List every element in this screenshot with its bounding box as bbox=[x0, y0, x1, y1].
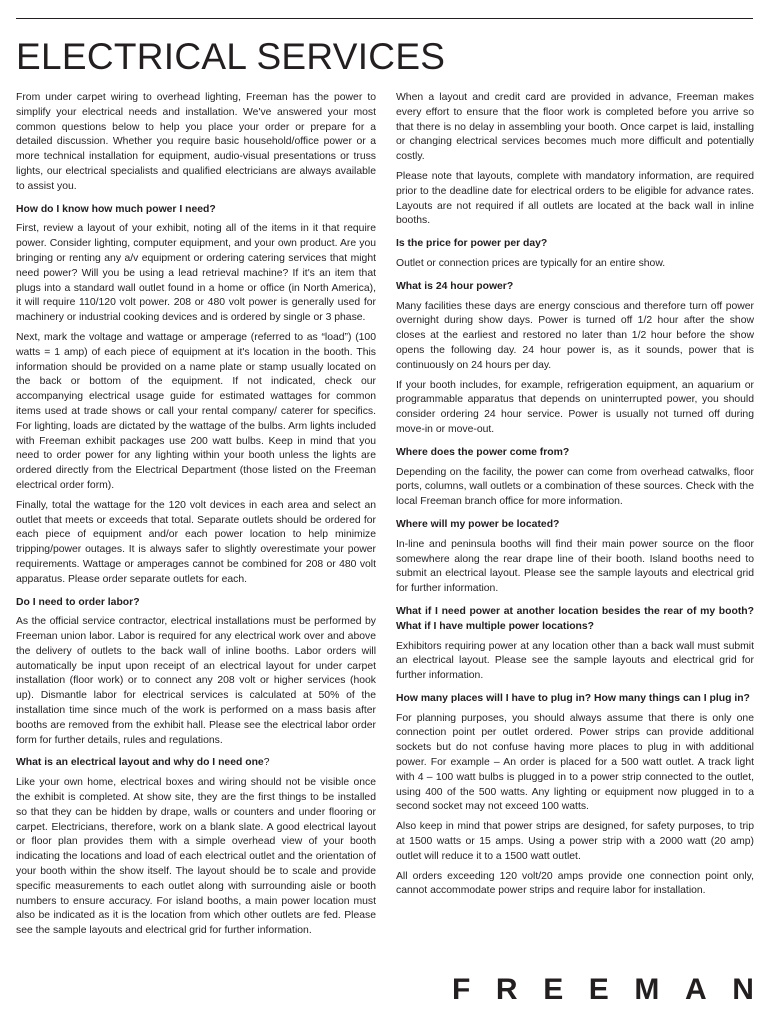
top-rule bbox=[16, 18, 753, 19]
logo-letter: E bbox=[543, 973, 564, 1006]
freeman-logo bbox=[452, 972, 754, 1008]
paragraph: Depending on the facility, the power can come from overhead catwalks, floor ports, columns, wall outlets or a combination of these sources. Check with the local Freeman branch office for more information. bbox=[396, 466, 754, 508]
logo-letter: E bbox=[588, 973, 609, 1006]
paragraph: Next, mark the voltage and wattage or amperage (referred to as “load”) (100 watts = 1 amp) of each piece of equipment at it's location in the booth. This information should be provided on a name plate or stamp usually located on the back or bottom of the equipment. If not indicated, check our accompanying electrical usage guide for estimated wattages for common items used at trade shows or call your rental company/ caterer for specifics. For lighting, loads are dictated by the wattage of the bulbs. Arm lights included with Freeman exhibit packages use 200 watt bulbs. Keep in mind that you need to order power for any lighting within your booth unless the lights are ordered directly from the Electrical Department (those listed on the Freeman electrical order form). bbox=[16, 331, 376, 491]
paragraph: If your booth includes, for example, refrigeration equipment, an aquarium or programmable apparatus that depends on uninterrupted power, you should consider ordering 24 hour service. Power is usually not turned off during move-in or move-out. bbox=[396, 379, 754, 435]
heading-how-much-power: How do I know how much power I need? bbox=[16, 203, 216, 215]
page-title: ELECTRICAL SERVICES bbox=[16, 36, 446, 77]
paragraph: In-line and peninsula booths will find their main power source on the floor somewhere along the rear drape line of their booth. Island booths need to submit an electrical layout. Please see the sample layouts and electrical grid for further information. bbox=[396, 538, 754, 595]
paragraph: Also keep in mind that power strips are designed, for safety purposes, to trip at 1500 watts or 15 amps. Using a power strip with a 2000 watt (20 amp) outlet will reduce it to a 1500 watt outlet. bbox=[396, 821, 754, 862]
heading-electrical-layout-suffix: ? bbox=[263, 757, 270, 769]
paragraph: Exhibitors requiring power at any location other than a back wall must submit an electrical layout. Please see the sample layouts and electrical grid for further information. bbox=[396, 640, 754, 682]
paragraph: Like your own home, electrical boxes and wiring should not be visible once the exhibit is completed. At show site, they are the first things to be installed so that they can be hidden by drape, walls or counters and under flooring or carpet. Electricians, therefore, work on a blank slate. A good electrical layout or floor plan provides them with a simple overhead view of your booth indicating the locations and load of each electrical outlet and the orientation of your booth within the show itself. The layout should be to scale and provide specific measurements to each outlet along with surrounding aisle or booth numbers to ensure accuracy. For island booths, a main power location must also be indicated as it is the location from which other outlets are fed. Please see the sample layouts and electrical grid for further information. bbox=[16, 777, 376, 937]
paragraph: For planning purposes, you should always assume that there is only one connection point per outlet ordered. Power strips can provide additional sockets but do not confuse having more places to plug in with additional power. For example – An order is placed for a 500 watt outlet. A track light with 4 – 100 watt bulbs is plugged in to a power strip connected to the outlet, using 400 of the 500 watts. Any lighting or equipment now plugged in to a second socket may not exceed 100 watts. bbox=[396, 712, 754, 813]
intro-paragraph: From under carpet wiring to overhead lighting, Freeman has the power to simplify your electrical needs and installation. We've answered your most common questions below to help you place your order or prepare for a detailed discussion. Whether you require basic household/office power or a more technical installation for equipment, audio-visual presentations or truss lights, our electrical specialists and qualified electricians are always available to assist you. bbox=[16, 92, 376, 192]
paragraph: First, review a layout of your exhibit, noting all of the items in it that require power. Consider lighting, computer equipment, and your own product. Are you bringing or renting any a/v equipment or ordering catering services that might need power? Will you be using a lead retrieval machine? If it's an item that plugs into a standard wall outlet found in a home or office (in North America), it will require 110/120 volt power. 208 or 480 volt power is generally used for machinery or industrial cooking devices and is ordered by single or 3 phase. bbox=[16, 223, 376, 324]
heading-plug-in: How many places will I have to plug in? How many things can I plug in? bbox=[396, 692, 750, 704]
left-column bbox=[16, 91, 376, 944]
heading-24-hour-power: What is 24 hour power? bbox=[396, 280, 514, 292]
heading-power-location: Where will my power be located? bbox=[396, 518, 560, 530]
heading-power-source: Where does the power come from? bbox=[396, 446, 570, 458]
right-column bbox=[396, 91, 754, 904]
heading-order-labor: Do I need to order labor? bbox=[16, 596, 140, 608]
paragraph: All orders exceeding 120 volt/20 amps provide one connection point only, cannot accommodate power strips and require labor for installation. bbox=[396, 870, 754, 897]
paragraph: Finally, total the wattage for the 120 volt devices in each area and select an outlet that meets or exceeds that total. Separate outlets should be ordered for each piece of equipment and/or each power location to help minimize tripping/power outages. It is always safer to slightly overestimate your power requirements. Wattage or amperages cannot be combined for 208 or 480 volt apparatus. Please order separate outlets for each. bbox=[16, 499, 376, 585]
paragraph: Outlet or connection prices are typically for an entire show. bbox=[396, 257, 666, 269]
heading-electrical-layout-text: What is an electrical layout and why do I need one bbox=[16, 757, 264, 769]
heading-another-location: What if I need power at another location besides the rear of my booth? What if I have multiple power locations? bbox=[396, 605, 754, 632]
paragraph: Many facilities these days are energy conscious and therefore turn off power overnight during show days. Power is turned off 1/2 hour after the show closes at the earliest and restored no later than 1/2 hour before the show opens the following day. 24 hour power is, as it sounds, power that is continuously on 24 hours per day. bbox=[396, 300, 754, 371]
logo-letter: M bbox=[634, 973, 660, 1006]
logo-letter: R bbox=[495, 973, 518, 1006]
paragraph: As the official service contractor, electrical installations must be performed by Freeman union labor. Labor is required for any electrical work over and above the delivery of outlets to the back wall of inline booths. Labor orders will automatically be input upon receipt of an electrical layout for under carpet installation (floor work) or to connect any 208 volt or higher services (hook up). Dismantle labor for electrical services is calculated at 50% of the installation time since much of the work is performed on a mass basis after booths are removed from the exhibit hall. Please see the electrical labor order form for further details, rules and regulations. bbox=[16, 616, 376, 746]
paragraph: When a layout and credit card are provided in advance, Freeman makes every effort to ensure that the floor work is completed before you arrive so that there is no delay in assembling your booth. Once carpet is laid, installing or changing electrical services becomes much more difficult and potentially costly. bbox=[396, 92, 754, 163]
paragraph: Please note that layouts, complete with mandatory information, are required prior to the deadline date for electrical orders to be eligible for advance rates. Layouts are not required if all outlets are located at the back wall in inline booths. bbox=[396, 170, 754, 227]
heading-electrical-layout bbox=[16, 756, 376, 771]
logo-letter: F bbox=[452, 973, 471, 1006]
logo-letter: A bbox=[685, 973, 707, 1006]
heading-price-per-day: Is the price for power per day? bbox=[396, 238, 548, 250]
logo-letter: N bbox=[732, 973, 754, 1006]
